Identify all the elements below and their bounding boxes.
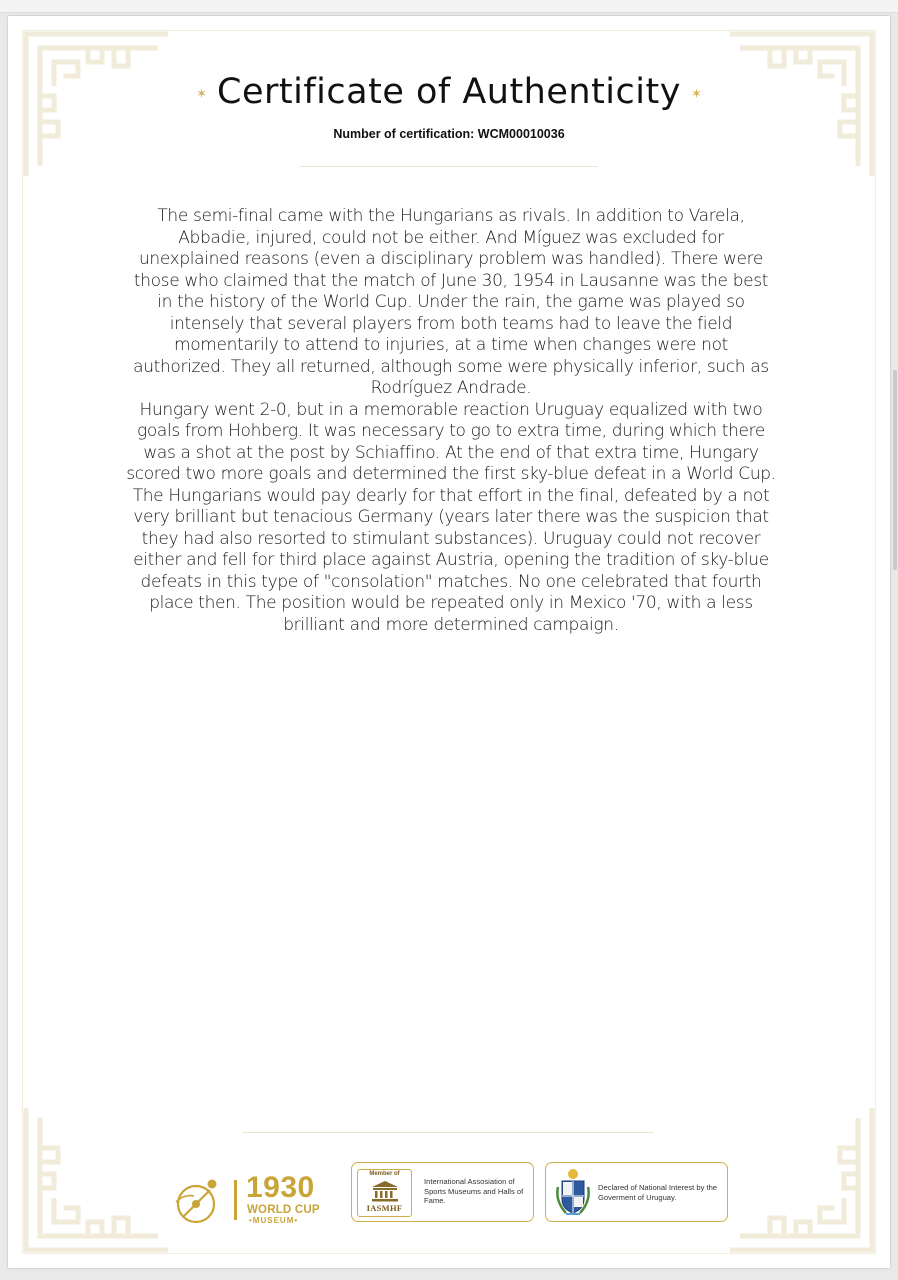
iasmhf-description: International Assosiation of Sports Museums and Halls of Fame.: [424, 1177, 524, 1205]
national-interest-badge: [545, 1162, 728, 1222]
viewer-top-strip: [0, 0, 898, 13]
museum-name-line1: WORLD CUP: [247, 1204, 320, 1216]
cert-number-block: [8, 123, 890, 142]
museum-year: 1930: [246, 1171, 315, 1204]
page-title: Certificate of Authenticity: [217, 72, 681, 112]
logo-separator: [234, 1180, 237, 1220]
uruguay-coat-of-arms-icon: [554, 1167, 592, 1217]
iasmhf-name: IASMHF: [366, 1203, 403, 1213]
certification-number: Number of certification: WCM00010036: [333, 127, 565, 141]
star-icon: ✶: [196, 87, 208, 102]
greek-key-corner-ornament: [18, 1098, 178, 1258]
divider: [300, 166, 598, 167]
body-paragraph: Hungary went 2-0, but in a memorable reaction Uruguay equalized with two goals from Hohberg. It was necessary to go to extra time, during which there was a shot at the post by Schiaffino. At the end of that extra time, Hungary scored two more goals and determined the first sky-blue defeat in a World Cup.: [126, 399, 776, 484]
scrollbar-thumb[interactable]: [893, 370, 897, 570]
museum-name-line2: •MUSEUM•: [249, 1216, 299, 1225]
national-interest-description: Declared of National Interest by the Goverment of Uruguay.: [598, 1183, 718, 1202]
title-block: [8, 72, 890, 112]
temple-icon: [370, 1180, 400, 1202]
iasmhf-member-label: Member of: [369, 1171, 400, 1177]
iasmhf-logo: [357, 1169, 412, 1217]
greek-key-corner-ornament: [720, 1098, 880, 1258]
body-paragraph: The Hungarians would pay dearly for that effort in the final, defeated by a not very brilliant but tenacious Germany (years later there was the suspicion that they had also resorted to stimulant substances). Uruguay could not recover either and fell for third place against Austria, opening the tradition of sky-blue defeats in this type of "consolation" matches. No one celebrated that fourth place then. The position would be repeated only in Mexico '70, with a less brilliant and more determined campaign.: [132, 485, 770, 635]
certificate-page: [8, 16, 890, 1268]
body-paragraph: The semi-final came with the Hungarians as rivals. In addition to Varela, Abbadie, injured, could not be either. And Míguez was excluded for unexplained reasons (even a disciplinary problem was handled). There were those who claimed that the match of June 30, 1954 in Lausanne was the best in the history of the World Cup. Under the rain, the game was played so intensely that several players from both teams had to leave the field momentarily to attend to injuries, at a time when changes were not authorized. They all returned, although some were physically inferior, such as Rodríguez Andrade.: [133, 206, 769, 398]
divider: [242, 1132, 654, 1133]
football-emblem-icon: [170, 1172, 226, 1228]
star-icon: ✶: [690, 87, 702, 102]
iasmhf-membership-badge: [351, 1162, 534, 1222]
world-cup-museum-logo: [170, 1168, 330, 1234]
certificate-body: [126, 206, 776, 636]
